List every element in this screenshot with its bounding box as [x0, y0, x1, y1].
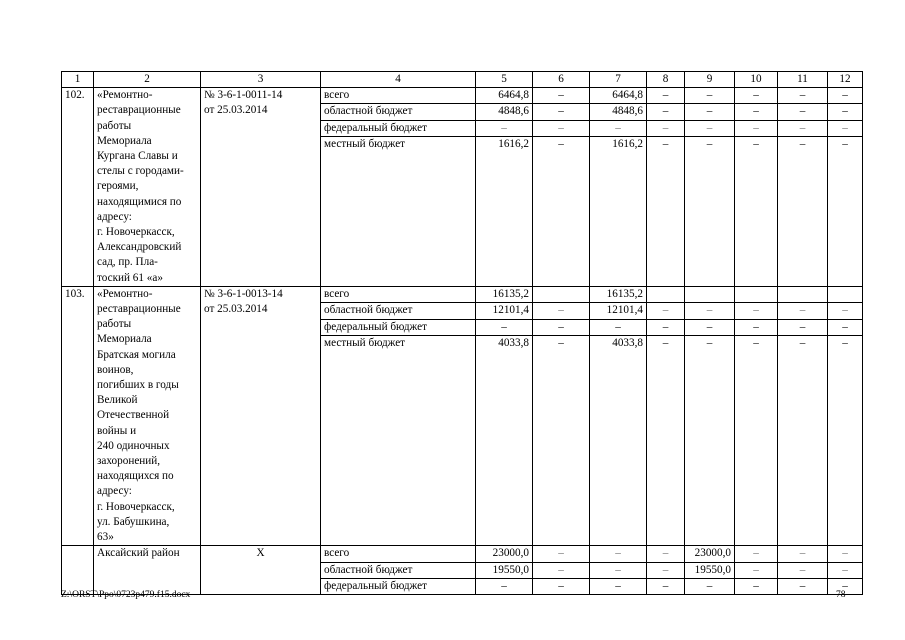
column-header: 10 — [735, 72, 778, 88]
cell-value: – — [533, 336, 590, 546]
cell-value: – — [533, 104, 590, 120]
column-header: 12 — [828, 72, 863, 88]
cell-value: 23000,0 — [476, 546, 533, 562]
cell-value: – — [476, 120, 533, 136]
cell-value: – — [685, 578, 735, 594]
column-header: 3 — [201, 72, 321, 88]
cell-value — [778, 286, 828, 302]
column-header: 4 — [321, 72, 476, 88]
cell-value: 16135,2 — [476, 286, 533, 302]
document-number: № 3-6-1-0011-14 — [204, 89, 283, 102]
cell-value: 12101,4 — [476, 303, 533, 319]
cell-value: – — [828, 136, 863, 286]
cell-value: 16135,2 — [590, 286, 647, 302]
cell-value — [828, 286, 863, 302]
cell-value: – — [647, 104, 685, 120]
cell-value: – — [778, 546, 828, 562]
cell-value: 19550,0 — [685, 562, 735, 578]
object-name-line: захоронений, — [97, 455, 161, 468]
funding-source: федеральный бюджет — [321, 120, 476, 136]
cell-value: – — [590, 319, 647, 335]
cell-value: – — [735, 120, 778, 136]
cell-value: – — [476, 578, 533, 594]
cell-value: – — [778, 120, 828, 136]
table-row — [62, 546, 863, 562]
cell-value: 4033,8 — [590, 336, 647, 546]
column-header: 2 — [94, 72, 201, 88]
funding-source: всего — [321, 286, 476, 302]
document-reference: Х — [201, 546, 321, 595]
cell-value: – — [685, 336, 735, 546]
cell-value: – — [735, 336, 778, 546]
column-header: 1 — [62, 72, 94, 88]
cell-value: – — [533, 578, 590, 594]
cell-value: – — [735, 562, 778, 578]
object-name-line: героями, — [97, 180, 139, 193]
cell-value: – — [590, 562, 647, 578]
cell-value: – — [533, 303, 590, 319]
cell-value: – — [647, 562, 685, 578]
object-name-line: «Ремонтно- — [97, 287, 153, 300]
object-name-line: воинов, — [97, 363, 134, 376]
column-header: 6 — [533, 72, 590, 88]
object-name-line: 240 одиночных — [97, 439, 170, 452]
footer-file-path: Z:\ORST\Ppo\0723p479.f15.docx — [61, 590, 191, 600]
object-name-line: сад, пр. Пла- — [97, 256, 158, 269]
cell-value: 1616,2 — [590, 136, 647, 286]
object-name-line: находящихся по — [97, 470, 174, 483]
cell-value — [735, 286, 778, 302]
column-header: 9 — [685, 72, 735, 88]
object-name-line: реставрационные — [97, 303, 181, 316]
cell-value: – — [778, 562, 828, 578]
document-number: № 3-6-1-0013-14 — [204, 287, 283, 300]
column-header: 11 — [778, 72, 828, 88]
cell-value: 1616,2 — [476, 136, 533, 286]
cell-value: – — [735, 546, 778, 562]
table-row — [62, 286, 863, 302]
object-name-line: ул. Бабушкина, — [97, 515, 170, 528]
cell-value: – — [735, 303, 778, 319]
object-name-line: Отечественной — [97, 409, 170, 422]
object-name-line: тоский 61 «а» — [97, 271, 163, 284]
cell-value: – — [647, 120, 685, 136]
document-date: от 25.03.2014 — [204, 104, 268, 117]
funding-source: местный бюджет — [321, 136, 476, 286]
cell-value — [685, 286, 735, 302]
cell-value: – — [828, 104, 863, 120]
column-header: 7 — [590, 72, 647, 88]
cell-value: 6464,8 — [476, 88, 533, 104]
cell-value: – — [533, 136, 590, 286]
cell-value: – — [685, 88, 735, 104]
cell-value: 4848,6 — [590, 104, 647, 120]
object-name-line: Мемориала — [97, 333, 152, 346]
row-number — [62, 546, 94, 595]
cell-value: – — [778, 88, 828, 104]
object-name-line: войны и — [97, 424, 137, 437]
cell-value: 4033,8 — [476, 336, 533, 546]
cell-value: – — [533, 546, 590, 562]
cell-value: – — [533, 319, 590, 335]
object-name-line: работы — [97, 119, 132, 132]
footer-page-number: 78 — [836, 590, 846, 600]
cell-value: – — [685, 104, 735, 120]
cell-value: 12101,4 — [590, 303, 647, 319]
cell-value: – — [533, 88, 590, 104]
object-name — [94, 286, 201, 545]
object-name-line: «Ремонтно- — [97, 89, 153, 102]
cell-value: – — [828, 546, 863, 562]
cell-value: – — [828, 120, 863, 136]
cell-value: – — [778, 136, 828, 286]
object-name-line: Мемориала — [97, 134, 152, 147]
object-name-line: стелы с городами- — [97, 165, 184, 178]
cell-value: – — [647, 319, 685, 335]
cell-value: – — [735, 319, 778, 335]
cell-value: – — [828, 303, 863, 319]
cell-value: – — [828, 88, 863, 104]
object-name-line: адресу: — [97, 485, 132, 498]
cell-value: 6464,8 — [590, 88, 647, 104]
cell-value: – — [735, 578, 778, 594]
district-name: Аксайский район — [94, 546, 201, 595]
cell-value: – — [685, 303, 735, 319]
column-header: 8 — [647, 72, 685, 88]
cell-value: – — [647, 578, 685, 594]
header-row — [62, 72, 863, 88]
object-name-line: Великой — [97, 394, 138, 407]
object-name — [94, 88, 201, 287]
object-name-line: работы — [97, 318, 132, 331]
cell-value: – — [778, 104, 828, 120]
funding-source: областной бюджет — [321, 562, 476, 578]
funding-source: федеральный бюджет — [321, 319, 476, 335]
funding-source: федеральный бюджет — [321, 578, 476, 594]
funding-source: всего — [321, 88, 476, 104]
object-name-line: Кургана Славы и — [97, 150, 178, 163]
document-date: от 25.03.2014 — [204, 303, 268, 316]
cell-value: – — [647, 303, 685, 319]
cell-value: – — [735, 88, 778, 104]
cell-value: – — [647, 336, 685, 546]
cell-value: 4848,6 — [476, 104, 533, 120]
cell-value: – — [735, 104, 778, 120]
cell-value: – — [533, 120, 590, 136]
cell-value: – — [828, 562, 863, 578]
cell-value: – — [778, 319, 828, 335]
object-name-line: г. Новочеркасск, — [97, 500, 175, 513]
object-name-line: погибших в годы — [97, 379, 179, 392]
funding-source: областной бюджет — [321, 104, 476, 120]
cell-value: – — [685, 120, 735, 136]
row-number: 102. — [62, 88, 94, 287]
cell-value: – — [647, 88, 685, 104]
cell-value — [647, 286, 685, 302]
cell-value: – — [533, 562, 590, 578]
object-name-line: адресу: — [97, 210, 132, 223]
cell-value: – — [778, 578, 828, 594]
document-reference — [201, 286, 321, 545]
cell-value: – — [685, 136, 735, 286]
object-name-line: находящимися по — [97, 195, 182, 208]
cell-value: – — [685, 319, 735, 335]
cell-value: – — [590, 546, 647, 562]
cell-value: – — [647, 136, 685, 286]
column-header: 5 — [476, 72, 533, 88]
object-name-line: 63» — [97, 531, 114, 544]
cell-value: – — [828, 319, 863, 335]
cell-value: – — [735, 136, 778, 286]
row-number: 103. — [62, 286, 94, 545]
cell-value: – — [476, 319, 533, 335]
cell-value: – — [778, 303, 828, 319]
object-name-line: реставрационные — [97, 104, 181, 117]
cell-value — [533, 286, 590, 302]
cell-value: – — [778, 336, 828, 546]
object-name-line: г. Новочеркасск, — [97, 226, 175, 239]
cell-value: 23000,0 — [685, 546, 735, 562]
table-row — [62, 88, 863, 104]
budget-table — [61, 71, 863, 595]
object-name-line: Братская могила — [97, 348, 176, 361]
cell-value: – — [647, 546, 685, 562]
cell-value: – — [590, 120, 647, 136]
cell-value: – — [828, 578, 863, 594]
document-reference — [201, 88, 321, 287]
funding-source: местный бюджет — [321, 336, 476, 546]
cell-value: 19550,0 — [476, 562, 533, 578]
funding-source: всего — [321, 546, 476, 562]
object-name-line: Александровский — [97, 241, 182, 254]
cell-value: – — [828, 336, 863, 546]
funding-source: областной бюджет — [321, 303, 476, 319]
cell-value: – — [590, 578, 647, 594]
